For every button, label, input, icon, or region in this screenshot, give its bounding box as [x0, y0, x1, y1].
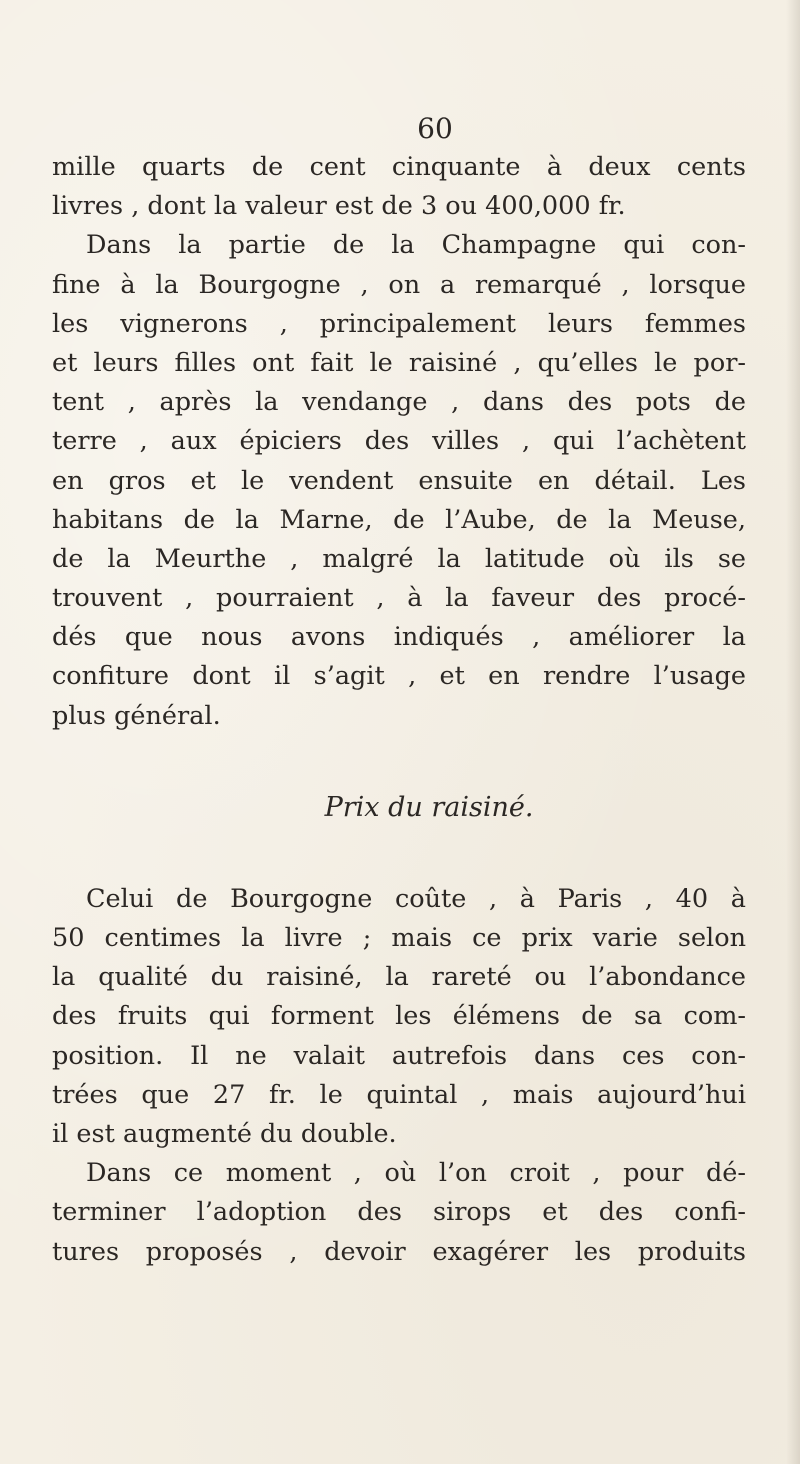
text-line: fine à la Bourgogne , on a remarqué , lorsque: [52, 269, 746, 300]
text-line: plus général.: [52, 700, 221, 731]
text-line: position. Il ne valait autrefois dans ces con-: [52, 1040, 746, 1071]
paragraph-1: [52, 148, 746, 226]
text-line: confiture dont il s’agit , et en rendre l’usage: [52, 661, 746, 692]
text-line: 50 centimes la livre ; mais ce prix varie selon: [52, 923, 746, 953]
text-line: livres , dont la valeur est de 3 ou 400,000 fr.: [52, 191, 626, 222]
text-line: terre , aux épiciers des villes , qui l’achètent: [52, 426, 746, 457]
paragraph-3: [52, 880, 746, 1154]
text-line: la qualité du raisiné, la rareté ou l’abondance: [52, 962, 746, 993]
text-line: des fruits qui forment les élémens de sa com-: [52, 1001, 746, 1032]
text-line: tent , après la vendange , dans des pots de: [52, 387, 746, 418]
text-line: trouvent , pourraient , à la faveur des procé-: [52, 583, 746, 614]
section-heading: Prix du raisiné.: [324, 791, 534, 823]
text-line: en gros et le vendent ensuite en détail. Les: [52, 465, 746, 496]
text-line: Celui de Bourgogne coûte , à Paris , 40 à: [86, 883, 746, 914]
text-line: habitans de la Marne, de l’Aube, de la Meuse,: [52, 504, 746, 535]
page-edge-shadow: [786, 0, 800, 1464]
paragraph-2: [52, 226, 746, 735]
text-line: de la Meurthe , malgré la latitude où ils se: [52, 543, 746, 574]
text-line: dés que nous avons indiqués , améliorer la: [52, 622, 746, 653]
text-body: [52, 148, 746, 1272]
text-line: et leurs filles ont fait le raisiné , qu’elles le por-: [52, 347, 746, 378]
text-line: les vignerons , principalement leurs femmes: [52, 308, 746, 339]
text-line: trées que 27 fr. le quintal , mais aujourd’hui: [52, 1079, 746, 1110]
text-line: Dans la partie de la Champagne qui con-: [86, 230, 746, 261]
text-line: Dans ce moment , où l’on croit , pour dé-: [86, 1158, 746, 1189]
text-line: tures proposés , devoir exagérer les produits: [52, 1236, 746, 1267]
paragraph-4: [52, 1154, 746, 1272]
text-line: terminer l’adoption des sirops et des confi-: [52, 1197, 746, 1228]
page-number: 60: [417, 112, 453, 145]
text-line: mille quarts de cent cinquante à deux cents: [52, 152, 746, 182]
text-line: il est augmenté du double.: [52, 1118, 397, 1149]
